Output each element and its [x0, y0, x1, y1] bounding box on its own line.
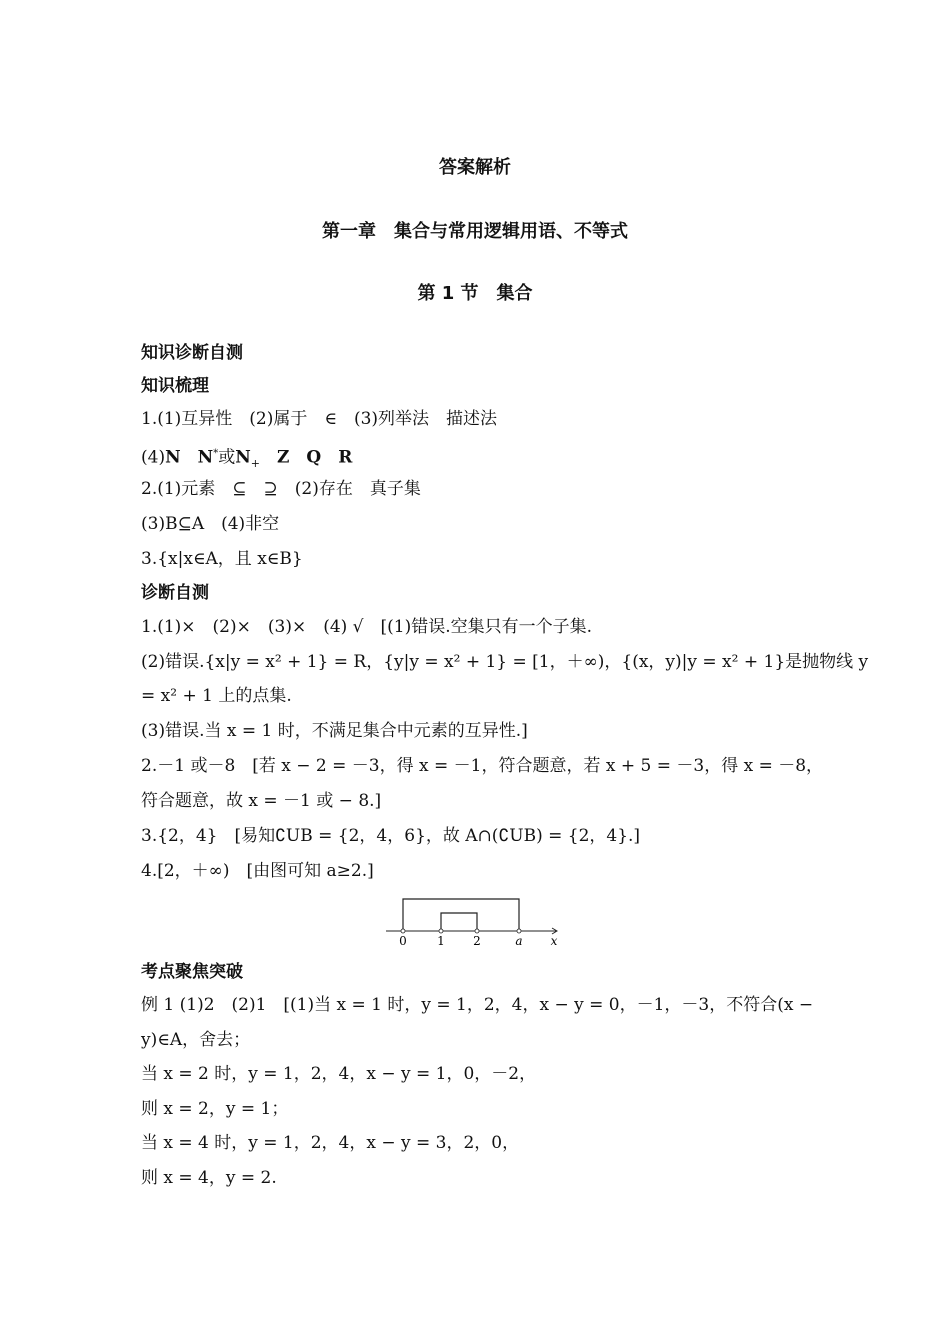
point-2 — [475, 929, 479, 933]
answer-line: 4.[2，＋∞) [由图可知 a≥2.] — [141, 861, 374, 881]
heading-knowledge-review: 知识梳理 — [141, 376, 209, 396]
answer-line: (3)错误.当 x = 1 时，不满足集合中元素的互异性.] — [141, 721, 528, 741]
set-N-plus: N — [235, 447, 251, 468]
set-N-star: N — [197, 447, 214, 468]
answer-line-number-sets — [141, 443, 352, 475]
answer-line: (2)错误.{x|y = x² + 1} = R，{y|y = x² + 1} = [1，＋∞)，{(x，y)|y = x² + 1}是抛物线 y — [141, 652, 869, 672]
answer-line: 2.(1)元素 ⊆ ⊇ (2)存在 真子集 — [141, 479, 421, 499]
answer-line: 当 x = 2 时，y = 1，2，4，x − y = 1，0，－2， — [141, 1064, 537, 1084]
axis-label-x: x — [550, 934, 558, 948]
point-0 — [401, 929, 405, 933]
answer-line: 2.－1 或－8 [若 x − 2 = －3，得 x = －1，符合题意，若 x + 5 = －3，得 x = －8， — [141, 756, 824, 776]
set-Z: Z — [276, 447, 290, 468]
number-line-figure — [384, 894, 564, 950]
subscript: + — [250, 457, 260, 471]
heading-key-points: 考点聚焦突破 — [141, 962, 243, 982]
answer-line: 3.{x|x∈A，且 x∈B} — [141, 549, 303, 569]
section-title: 第 1 节 集合 — [417, 283, 533, 304]
answer-line: 1.(1)互异性 (2)属于 ∈ (3)列举法 描述法 — [141, 409, 498, 429]
tick-label-0: 0 — [399, 934, 407, 948]
text: (4) — [141, 447, 166, 468]
answer-line: 例 1 (1)2 (2)1 [(1)当 x = 1 时，y = 1，2，4，x − y = 0，－1，－3，不符合(x − — [141, 995, 814, 1015]
set-R: R — [338, 447, 353, 468]
answer-line: (3)B⊆A (4)非空 — [141, 514, 280, 534]
set-Q: Q — [306, 447, 322, 468]
set-N: N — [165, 447, 181, 468]
answer-line: 3.{2，4} [易知∁UB = {2，4，6}，故 A∩(∁UB) = {2，4}.] — [141, 826, 641, 846]
answer-line: 则 x = 4，y = 2. — [141, 1168, 277, 1188]
text: 或 — [218, 447, 236, 468]
answer-line: 则 x = 2，y = 1； — [141, 1099, 289, 1119]
answer-line: 当 x = 4 时，y = 1，2，4，x − y = 3，2，0， — [141, 1133, 520, 1153]
point-1 — [439, 929, 443, 933]
heading-diagnosis-test: 诊断自测 — [141, 583, 209, 603]
set-bracket-inner — [441, 913, 477, 931]
answer-line: = x² + 1 上的点集. — [141, 686, 292, 706]
page-title: 答案解析 — [439, 157, 511, 178]
tick-label-1: 1 — [437, 934, 445, 948]
answer-line: 符合题意，故 x = －1 或 − 8.] — [141, 791, 382, 811]
chapter-title: 第一章 集合与常用逻辑用语、不等式 — [322, 221, 628, 242]
set-bracket-outer — [403, 899, 519, 931]
answer-line: 1.(1)× (2)× (3)× (4) √ [(1)错误.空集只有一个子集. — [141, 617, 593, 637]
tick-label-a: a — [515, 934, 523, 948]
superscript: * — [213, 448, 219, 459]
tick-label-2: 2 — [473, 934, 481, 948]
point-a — [517, 929, 521, 933]
heading-knowledge-diagnosis: 知识诊断自测 — [141, 343, 243, 363]
answer-line: y)∈A，舍去； — [141, 1030, 251, 1050]
